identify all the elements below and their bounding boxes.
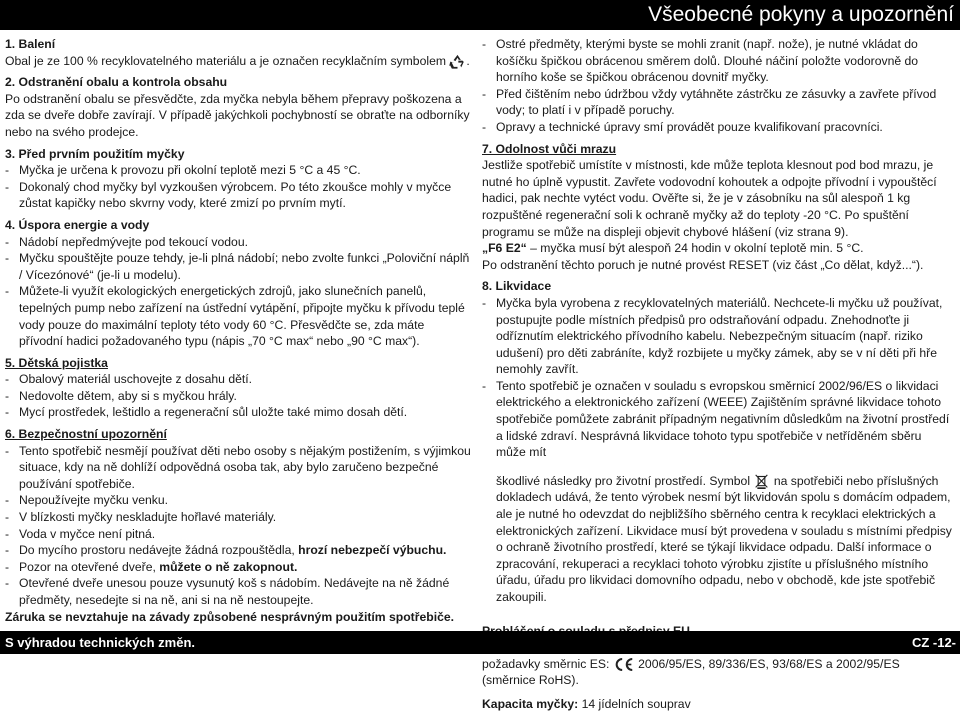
list-item: - Voda v myčce není pitná. (5, 526, 156, 541)
page-number: CZ -12- (911, 635, 956, 650)
section-heading-packaging: 1. Balení (5, 37, 56, 51)
recycle-icon (449, 54, 466, 69)
section-heading-before-first-use: 3. Před prvním použitím myčky (5, 146, 185, 161)
list-item-continued: škodlivé následky pro životní prostředí. Symbol na spotřebiči nebo příslušných dokladech udává, že tento výrobek nesmí být likvidován spolu s domácím odpadem, ale je nutné ho odevzdat do nejbližšího sběrného centra k recyklaci elektrických a elektronických zařízení. Likvidace musí být provedena v souladu s místními předpisy o ochraně životního prostředí, které se týkají likvidace odpadu. Další informace o zpracování, rekuperaci a recyklaci tohoto výrobku zjistíte u příslušného místního úřadu, úřadu pro likvidaci domovního odpadu, nebo v obchodě, kde jste spotřebič zakoupili. (496, 473, 952, 604)
footer-note: S výhradou technických změn. (5, 635, 196, 650)
unpacking-text: Po odstranění obalu se přesvědčte, zda myčka nebyla během přepravy poškozena a zda se dveře dobře zavírají. V případě jakýchkoli pochybností se obraťte na odborníky nebo na svého prodejce. (5, 91, 470, 139)
section-heading-unpacking: 2. Odstranění obalu a kontrola obsahu (5, 75, 228, 90)
reset-text: Po odstranění těchto poruch je nutné provést RESET (viz část „Co dělat, když...“). (482, 257, 924, 272)
ce-mark-icon (613, 657, 635, 672)
page-header (0, 0, 960, 30)
list-item: - Myčku spouštějte pouze tehdy, je-li plná nádobí; nebo zvolte funkci „Poloviční náplň / Vícezónové“ (je-li u modelu). (5, 251, 470, 282)
list-item: - Do mycího prostoru nedávejte žádná rozpouštědla, hrozí nebezpečí výbuchu. (5, 543, 447, 558)
section-heading-frost: 7. Odolnost vůči mrazu (482, 141, 617, 156)
capacity-text: Kapacita myčky: 14 jídelních souprav (482, 696, 691, 711)
list-item: - Před čištěním nebo údržbou vždy vytáhněte zástrčku ze zásuvky a zavřete přívod vody; to platí i v případě poruchy. (482, 86, 937, 118)
list-item: - Opravy a technické úpravy smí provádět pouze kvalifikovaní pracovníci. (482, 119, 883, 134)
eu-conformity-text: požadavky směrnic ES: 2006/95/ES, 89/336/ES, 93/68/ES a 2002/95/ES (směrnice RoHS). (482, 656, 900, 688)
warranty-note: Záruka se nevztahuje na závady způsobené nesprávným použitím spotřebiče. (5, 610, 455, 624)
list-item: - Tento spotřebič nesmějí používat děti nebo osoby s nějakým postižením, s výjimkou situace, kdy na ně dohlíží odpovědná osoba tak, aby bylo zaručeno bezpečné používání spotřebiče. (5, 443, 471, 491)
list-item: - Dokonalý chod myčky byl vyzkoušen výrobcem. Po této zkoušce mohly v myčce zůstat kapičky nebo skvrny vody, které zmizí po prvním mytí. (5, 179, 452, 211)
list-item: - V blízkosti myčky neskladujte hořlavé materiály. (5, 510, 277, 525)
list-item: - Nedovolte dětem, aby si s myčkou hrály. (5, 388, 237, 403)
list-item: - Pozor na otevřené dveře, můžete o ně zakopnout. (5, 559, 298, 574)
list-item: - Myčka byla vyrobena z recyklovatelných materiálů. Nechcete-li myčku už používat, postupujte podle místních předpisů pro odstraňování odpadu. Znehodnoťte ji odříznutím elektrického přívodního kabelu. Nebezpečným situacím (např. riziko udušení) pro děti zabráníte, když rozbijete u myčky zámek, aby se v ní děti při hře nemohly zavřít. (482, 295, 943, 377)
section-heading-child-lock: 5. Dětská pojistka (5, 355, 108, 370)
list-item: - Nepoužívejte myčku venku. (5, 493, 169, 508)
list-item: - Otevřené dveře unesou pouze vysunutý koš s nádobím. Nedávejte na ně žádné předměty, nesedejte si na ně, ani si na ně nestoupejte. (5, 576, 450, 607)
frost-text: Jestliže spotřebič umístíte v místnosti, kde může teplota klesnout pod bod mrazu, je nutné ho úplně vypustit. Zavřete vodovodní kohoutek a odpojte přívodní i vypouštěcí hadici, pak nechte vytéct vodu. Ověřte si, že je v zásobníku na sůl alespoň 1 kg rozpuštěné regenerační soli k ochraně myčky až do teploty -20 °C. Po spuštění programu se může na displeji objevit chybové hlášení (viz strana 9). (482, 158, 937, 239)
section-heading-disposal: 8. Likvidace (482, 279, 552, 294)
right-column (482, 36, 954, 713)
list-item: - Nádobí nepředmývejte pod tekoucí vodou. (5, 234, 249, 249)
section-heading-energy-saving: 4. Úspora energie a vody (5, 217, 150, 232)
left-column (5, 36, 471, 609)
list-item: - Obalový materiál uschovejte z dosahu dětí. (5, 372, 253, 387)
list-item: - Ostré předměty, kterými byste se mohli zranit (např. nože), je nutné vkládat do košíčku špičkou obrácenou směrem dolů. Dlouhé náčiní položte vodorovně do horního koše se špičkou obrácenou dovnitř myčky. (482, 37, 919, 85)
crossed-bin-icon (753, 474, 770, 489)
section-heading-safety: 6. Bezpečnostní upozornění (5, 427, 167, 442)
list-item: - Myčka je určena k provozu při okolní teplotě mezi 5 °C a 45 °C. (5, 163, 361, 178)
list-item: - Mycí prostředek, leštidlo a regenerační sůl uložte také mimo dosah dětí. (5, 405, 408, 420)
page-title: Všeobecné pokyny a upozornění (648, 3, 954, 26)
page-footer (0, 631, 960, 654)
list-item: - Tento spotřebič je označen v souladu s evropskou směrnicí 2002/96/ES o likvidaci elektrického a elektronického zařízení (WEEE) Zajištěním správné likvidace tohoto spotřebiče pomůžete zabránit případným negativním důsledkům na životní prostředí a lidské zdraví. Nesprávná likvidace tohoto typu spotřebiče v netříděném sběru může mít (482, 378, 950, 460)
list-item: - Můžete-li využít ekologických energetických zdrojů, jako slunečních panelů, tepelných pump nebo zařízení na ústřední vytápění, připojte myčku k přívodu teplé vody pouze do maximální teploty této vody 60 °C. Přesvědčte se, zda máte přívodní hadici požadovaného typu (nápis „70 °C max“ nebo „90 °C max“). (5, 284, 465, 349)
packaging-text: Obal je ze 100 % recyklovatelného materiálu a je označen recyklačním symbolem . (5, 53, 470, 68)
error-code-text: „F6 E2“ – myčka musí být alespoň 24 hodin v okolní teplotě min. 5 °C. (482, 241, 864, 256)
